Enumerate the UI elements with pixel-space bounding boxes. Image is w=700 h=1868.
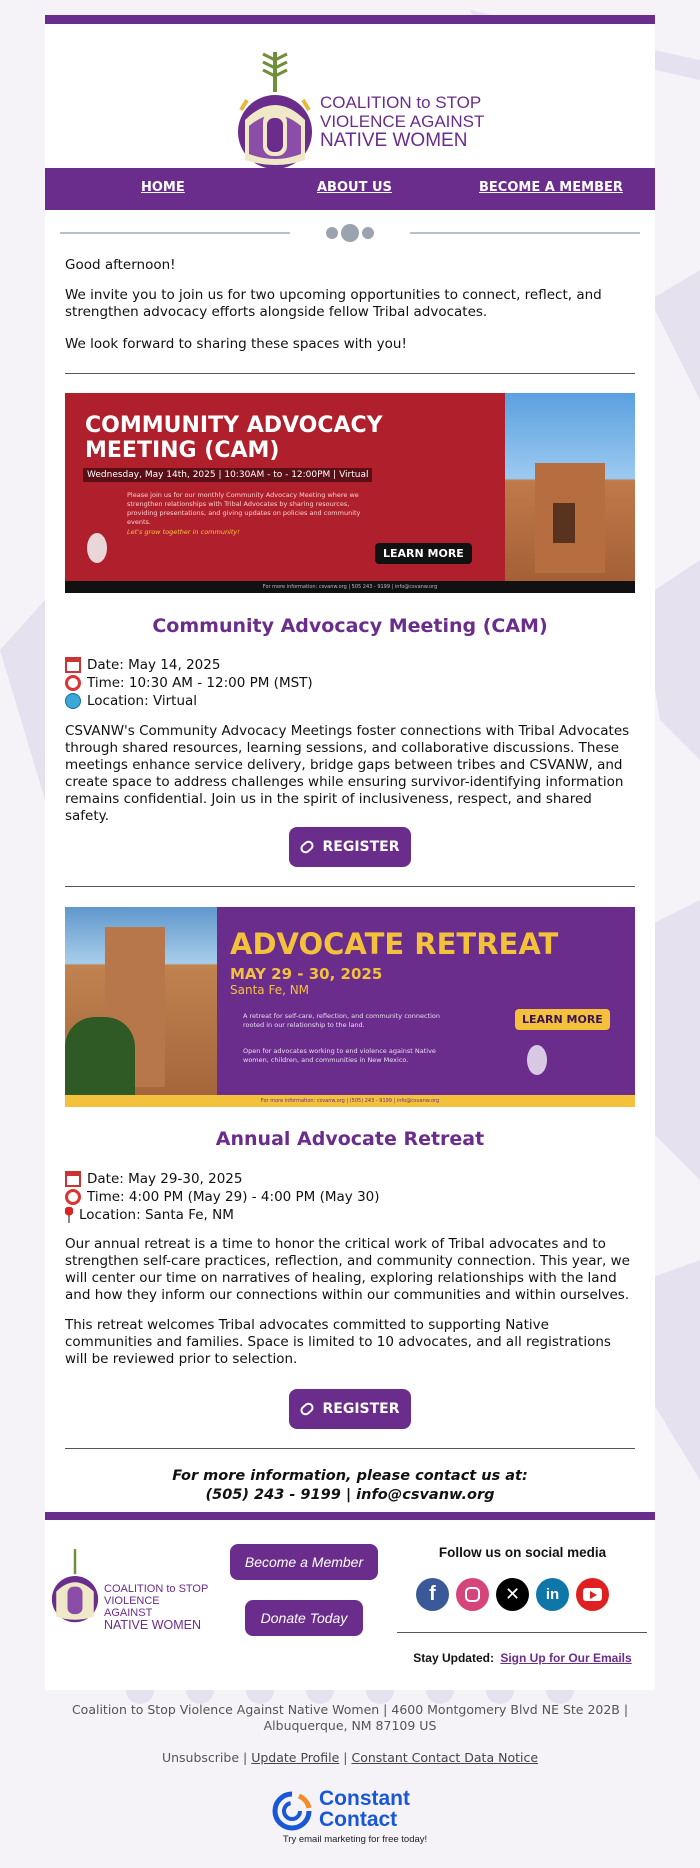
footer-logo[interactable] (50, 1545, 210, 1635)
greeting-text: Good afternoon! (65, 257, 176, 273)
retreat-banner-desc1: A retreat for self-care, reflection, and community connection rooted in our relationship to the land. (243, 1012, 441, 1029)
stay-updated (400, 1651, 645, 1665)
org-name-line3: NATIVE WOMEN (320, 130, 468, 151)
link-icon (299, 1401, 316, 1418)
constant-contact-logo-icon (271, 1790, 313, 1832)
cam-banner-title-line1: COMMUNITY ADVOCACY (85, 413, 383, 438)
org-name (320, 93, 484, 150)
cam-details (65, 656, 635, 710)
cam-register-label: REGISTER (322, 839, 400, 855)
cam-learn-more-button[interactable]: LEARN MORE (375, 543, 472, 564)
nav-about-link[interactable]: ABOUT US (317, 180, 392, 195)
top-accent-bar (45, 15, 655, 24)
retreat-date: Date: May 29-30, 2025 (87, 1171, 243, 1187)
cam-title: Community Advocacy Meeting (CAM) (152, 615, 548, 637)
cam-banner-footer: For more information: csvanw.org | 505 243 - 9199 | info@csvanw.org (65, 581, 635, 593)
constant-contact-badge[interactable] (265, 1786, 445, 1846)
unsubscribe-link[interactable]: Unsubscribe (161, 1750, 240, 1765)
retreat-banner-title: ADVOCATE RETREAT (230, 927, 559, 961)
x-twitter-icon[interactable]: ✕ (496, 1578, 529, 1611)
update-profile-link[interactable]: Update Profile (251, 1750, 340, 1765)
invite-text: We invite you to join us for two upcoming opportunities to connect, reflect, and strengthen advocacy efforts alongside fellow Tribal advocates. (65, 287, 602, 320)
alarm-clock-icon (65, 1189, 81, 1205)
contact-line2: (505) 243 - 9199 | info@csvanw.org (205, 1487, 495, 1503)
retreat-banner-dates: MAY 29 - 30, 2025 (230, 965, 383, 983)
contact-line1: For more information, please contact us at: (172, 1468, 528, 1484)
become-member-button[interactable]: Become a Member (230, 1544, 378, 1580)
footer-links: Unsubscribe | Update Profile | Constant Contact Data Notice (161, 1750, 539, 1765)
retreat-body-1: Our annual retreat is a time to honor the critical work of Tribal advocates and to strengthen self-care practices, reflection, and community connection. This year, we will center our time on narratives of healing, exploring relationships with the land and how they inform our connections within our communities and within ourselves. (65, 1236, 630, 1303)
alarm-clock-icon (65, 675, 81, 691)
footer-address: Coalition to Stop Violence Against Native Women | 4600 Montgomery Blvd NE Ste 202B | Albuquerque, NM 87109 US (71, 1702, 629, 1733)
cam-body: CSVANW's Community Advocacy Meetings foster connections with Tribal Advocates through shared resources, learning sessions, and collaborative discussions. These meetings enhance service delivery, bridge gaps between tribes and CSVANW, and create space to address challenges while ensuring survivor-identifying information remains confidential. Join us in the spirit of inclusiveness, respect, and shared safety. (65, 723, 630, 824)
cam-register-button[interactable] (289, 827, 411, 867)
cc-brand-line1: Constant (319, 1787, 410, 1810)
footer-org-name-line1: COALITION to STOP (104, 1583, 209, 1595)
footer-org-name (104, 1583, 210, 1631)
link-icon (299, 839, 316, 856)
follow-heading: Follow us on social media (438, 1545, 607, 1560)
footer (45, 1520, 655, 1690)
cam-time: Time: 10:30 AM - 12:00 PM (MST) (87, 675, 313, 691)
nav-home-link[interactable]: HOME (141, 180, 185, 195)
calendar-icon (65, 1171, 81, 1187)
cam-banner-title (85, 413, 383, 463)
retreat-learn-more-button[interactable]: LEARN MORE (515, 1009, 610, 1030)
ornament-divider (60, 222, 640, 244)
data-notice-link[interactable]: Constant Contact Data Notice (351, 1750, 539, 1765)
stay-updated-label: Stay Updated: (413, 1651, 494, 1665)
globe-icon (65, 693, 81, 709)
retreat-location: Location: Santa Fe, NM (79, 1207, 234, 1223)
bottom-accent-bar (45, 1512, 655, 1520)
linkedin-icon[interactable]: in (536, 1578, 569, 1611)
closing-text: We look forward to sharing these spaces with you! (65, 336, 407, 352)
cam-building-photo (505, 393, 635, 583)
facebook-icon[interactable]: f (416, 1578, 449, 1611)
retreat-banner-footer: For more information: csvanw.org | (505) 243 - 9199 | info@csvanw.org (65, 1095, 635, 1107)
cam-banner-date: Wednesday, May 14th, 2025 | 10:30AM - to - 12:00PM | Virtual (83, 468, 372, 482)
retreat-time: Time: 4:00 PM (May 29) - 4:00 PM (May 30) (87, 1189, 380, 1205)
divider-line (65, 1448, 635, 1449)
retreat-details (65, 1170, 635, 1224)
divider-line (65, 886, 635, 887)
csvanw-logo-icon (50, 1545, 100, 1627)
cam-banner[interactable] (65, 393, 635, 593)
footer-org-name-line3: NATIVE WOMEN (104, 1618, 201, 1632)
retreat-banner-place: Santa Fe, NM (230, 983, 310, 997)
org-name-line2: VIOLENCE AGAINST (320, 112, 485, 131)
cam-banner-tagline: Let's grow together in community! (127, 528, 240, 536)
retreat-banner-logo-icon (527, 1045, 547, 1075)
map-pin-icon (65, 1207, 73, 1223)
csvanw-logo-icon (235, 50, 315, 172)
retreat-register-button[interactable] (289, 1389, 411, 1429)
signup-emails-link[interactable]: Sign Up for Our Emails (500, 1651, 632, 1665)
donate-button[interactable]: Donate Today (245, 1600, 363, 1636)
nav-become-member-link[interactable]: BECOME A MEMBER (479, 180, 623, 195)
cam-location: Location: Virtual (87, 693, 198, 709)
top-nav (45, 168, 655, 210)
retreat-body-2: This retreat welcomes Tribal advocates committed to supporting Native communities and families. Space is limited to 10 advocates, and all registrations will be reviewed prior to selection. (65, 1317, 611, 1367)
retreat-banner-desc2: Open for advocates working to end violence against Native women, children, and communities in New Mexico. (243, 1047, 436, 1064)
cc-brand-line2: Contact (319, 1808, 398, 1831)
footer-org-name-line2: VIOLENCE AGAINST (104, 1595, 160, 1619)
cc-tagline: Try email marketing for free today! (282, 1834, 428, 1845)
header-logo[interactable] (45, 35, 655, 165)
cam-date: Date: May 14, 2025 (87, 657, 221, 673)
contact-info (65, 1467, 635, 1505)
divider-line (65, 373, 635, 374)
cam-banner-logo-icon (87, 533, 107, 563)
constant-contact-wordmark (319, 1788, 410, 1830)
cam-banner-title-line2: MEETING (CAM) (85, 438, 280, 463)
youtube-icon[interactable] (576, 1578, 609, 1611)
instagram-icon[interactable] (456, 1578, 489, 1611)
retreat-register-label: REGISTER (322, 1401, 400, 1417)
email-card (45, 15, 655, 1520)
retreat-banner[interactable] (65, 907, 635, 1107)
org-name-line1: COALITION to STOP (320, 93, 482, 112)
calendar-icon (65, 657, 81, 673)
footer-divider (397, 1632, 647, 1633)
retreat-title: Annual Advocate Retreat (215, 1128, 485, 1150)
retreat-building-photo (65, 907, 217, 1095)
cam-banner-desc: Please join us for our monthly Community Advocacy Meeting where we strengthen relationships with Tribal Advocates by sharing resources, providing presentations, and giving updates on policies and community events. (127, 491, 361, 526)
